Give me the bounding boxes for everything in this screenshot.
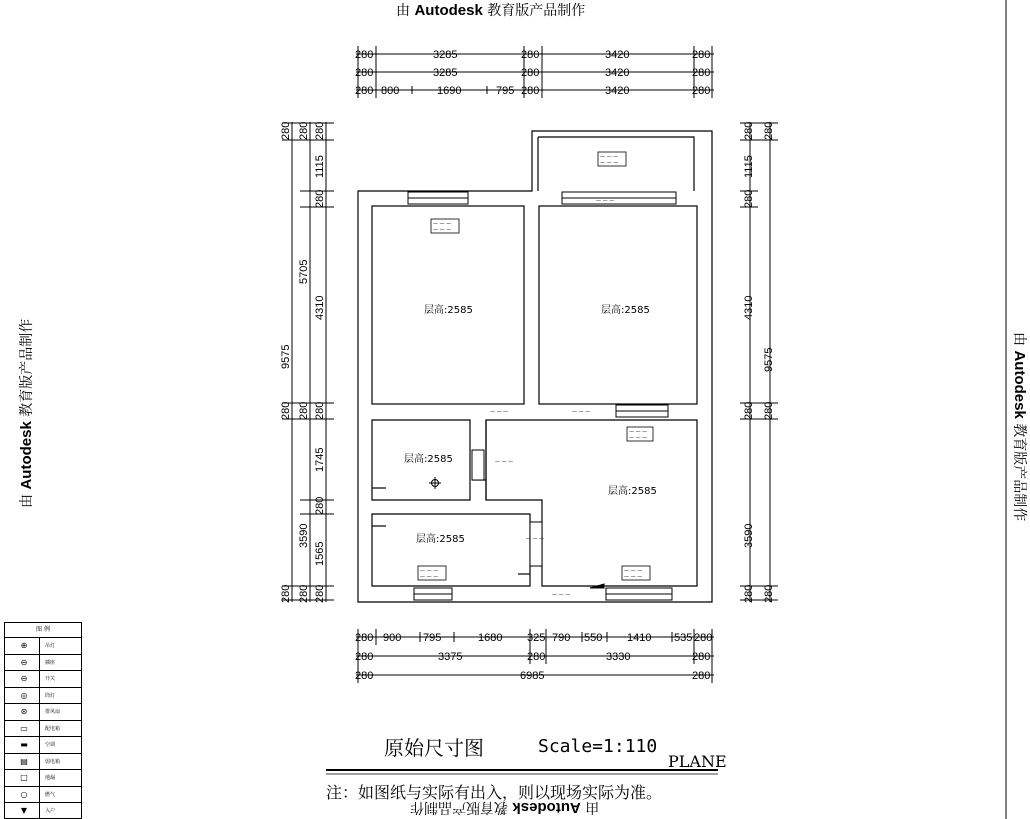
dim-right-1115: 1115 [743,155,755,178]
anno-door-balcony: — — — [596,198,615,204]
dim-left-1115: 1115 [314,155,326,178]
dim-top3-2: 1690 [437,85,462,97]
annotation-boxes [418,152,653,580]
room-labels [404,303,657,545]
anno-door-kitchen: — — — [526,536,545,542]
room-label-bedroom-right: 层高:2585 [601,305,650,316]
legend-row: □ 地漏 [5,770,81,787]
dim-left-1565: 1565 [314,541,326,566]
legend-row: ▤ 弱电箱 [5,754,81,771]
double-circle-icon: ◎ [20,690,28,700]
dim-left-upper: 5705 [298,259,310,284]
dim-right-280b: 280 [763,121,775,140]
legend-row: ⊛ 排风扇 [5,704,81,721]
anno-door-bath: — — — [495,459,514,465]
dim-top2-1: 3285 [433,67,458,79]
legend-row: ○ 燃气 [5,787,81,804]
room-label-kitchen: 层高:2585 [416,534,465,545]
anno-door-2: — — — [572,409,591,415]
legend-row: ▭ 配电箱 [5,721,81,738]
legend-row: ◎ 筒灯 [5,688,81,705]
svg-text:— — —: — — — [600,160,619,166]
dim-top3-6: 280 [692,85,711,97]
dim-bot2-3: 3330 [606,651,631,663]
svg-text:— — —: — — — [433,227,452,233]
fan-icon: ⊛ [20,707,28,716]
legend-table [4,622,82,819]
anno-living-bottom: — — — [624,568,643,574]
anno-bedroom-left: — — — [433,221,452,227]
dim-right-lower: 3590 [743,523,755,548]
dim-right-280e: 280 [763,401,775,420]
dim-top3-1: 800 [381,85,400,97]
svg-text:— — —: — — — [420,574,439,580]
dim-top1-0: 280 [355,49,374,61]
dim-top3-0: 280 [355,85,374,97]
dim-left-280f: 280 [298,401,310,420]
watermark-left: 由 Autodesk 教育版产品制作 [18,318,35,508]
dim-left-top280b: 280 [298,121,310,140]
square-icon: □ [20,773,28,782]
bar-icon: ▬ [20,740,28,749]
dim-left-280j: 280 [298,584,310,603]
dim-top1-1: 3285 [433,49,458,61]
dim-right-280d: 280 [743,401,755,420]
dim-bot1-0: 280 [355,632,374,644]
drawing-note: 注：如图纸与实际有出入，则以现场实际为准。 [326,783,663,802]
dim-bot1-9: 280 [694,632,713,644]
dim-right-280c: 280 [743,189,755,208]
living-outline [486,420,697,586]
drawing-title: 原始尺寸图 [384,736,484,760]
legend-header: 图 例 [5,623,81,638]
dim-left-280d: 280 [314,189,326,208]
box-icon: ▭ [20,723,28,733]
window-bath [472,450,484,480]
anno-door-1: — — — [490,409,509,415]
drawing-plane-label: PLANE [668,752,727,771]
left-dimension-labels [280,122,326,603]
dim-bot2-4: 280 [692,651,711,663]
dim-right-280g: 280 [763,584,775,603]
dim-left-lower: 3590 [298,523,310,548]
dim-top3-5: 3420 [605,85,630,97]
circle-line-icon: ⊖ [20,674,28,683]
legend-row: ⊖ 开关 [5,671,81,688]
dim-bot1-2: 795 [423,632,442,644]
legend-row: ⊕ 吊灯 [5,638,81,655]
legend-row: ▬ 空调 [5,737,81,754]
dim-top2-4: 280 [692,67,711,79]
dim-bot3-2: 280 [692,670,711,682]
dim-left-280h: 280 [314,496,326,515]
dim-bot3-0: 280 [355,670,374,682]
dim-left-1745: 1745 [314,447,326,472]
dim-right-280a: 280 [743,121,755,140]
anno-living: — — — [629,429,648,435]
dim-bot2-1: 3375 [438,651,463,663]
drawing-scale: Scale=1:110 [538,736,658,757]
dim-right-outer: 9575 [763,347,775,372]
circle-minus-icon: ⊖ [20,657,28,667]
watermark-bottom: 由 Autodesk 教育版产品制作 [410,799,600,816]
dim-bot3-1: 6985 [520,670,545,682]
anno-door-entry: — — — [552,592,571,598]
dim-bot1-7: 1410 [627,632,652,644]
room-label-bath: 层高:2585 [404,454,453,465]
dim-right-4310: 4310 [743,295,755,320]
dim-top1-2: 280 [521,49,540,61]
triangle-icon: ▼ [20,806,28,815]
room-label-living: 层高:2585 [608,486,657,497]
dim-left-280i: 280 [280,584,292,603]
crosshair-circle-icon: ⊕ [20,641,28,650]
anno-kitchen: — — — [420,568,439,574]
dim-bot2-2: 280 [527,651,546,663]
dim-right-280f: 280 [743,584,755,603]
legend-row: ▼ 入户 [20,806,56,815]
dim-bot1-8: 535 [674,632,693,644]
dim-top2-2: 280 [521,67,540,79]
dim-left-outer: 9575 [280,344,292,369]
kitchen-outline [372,514,530,586]
dim-top1-4: 280 [692,49,711,61]
room-label-bedroom-left: 层高:2585 [424,305,473,316]
dim-left-top280a: 280 [280,121,292,140]
dim-top3-3: 795 [496,85,515,97]
dim-left-280k: 280 [314,584,326,603]
panel-icon: ▤ [20,756,28,766]
dim-left-280e: 280 [280,401,292,420]
svg-text:— — —: — — — [629,435,648,441]
dim-bot2-0: 280 [355,651,374,663]
watermark-right: 由 Autodesk 教育版产品制作 [1011,332,1028,522]
dim-bot1-3: 1680 [478,632,503,644]
anno-balcony: — — — [600,154,619,160]
dim-top2-0: 280 [355,67,374,79]
svg-text:— — —: — — — [624,574,643,580]
dim-bot1-1: 900 [383,632,402,644]
dim-left-4310: 4310 [314,295,326,320]
dim-top1-3: 3420 [605,49,630,61]
dim-bot1-5: 790 [552,632,571,644]
watermark-top: 由 Autodesk 教育版产品制作 [396,2,586,19]
floor-drain-icon [429,477,441,489]
dim-left-280g: 280 [314,401,326,420]
dim-bot1-4: 325 [527,632,546,644]
legend-row: ⊖ 插座 [5,655,81,672]
circle-icon: ○ [20,789,28,799]
dim-top2-3: 3420 [605,67,630,79]
window-kitchen-side [530,522,542,566]
dim-top3-4: 280 [521,85,540,97]
dim-left-top280c: 280 [314,121,326,140]
dim-bot1-6: 550 [584,632,603,644]
